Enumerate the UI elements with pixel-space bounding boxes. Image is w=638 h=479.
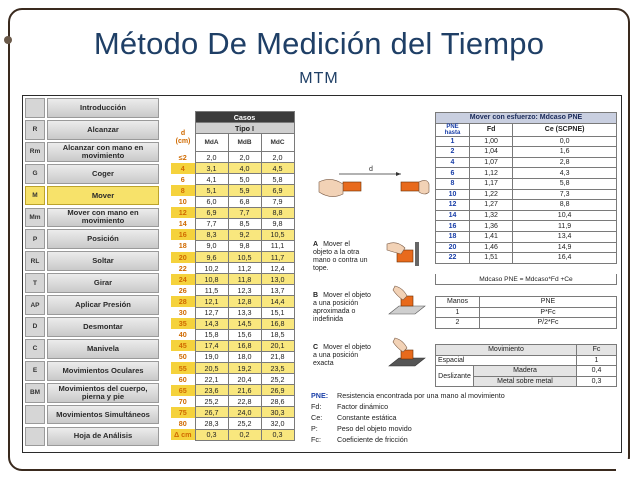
time-value-cell: 6,0 bbox=[195, 196, 228, 207]
ce-cell: 11,9 bbox=[513, 221, 617, 232]
ce-cell: 1,6 bbox=[513, 147, 617, 158]
table-row bbox=[436, 253, 617, 264]
sidebar-item-label: Coger bbox=[47, 164, 159, 184]
metal-label: Metal sobre metal bbox=[474, 376, 577, 387]
table-row bbox=[171, 307, 294, 318]
option-text: Mover el objeto a una posición exacta bbox=[313, 344, 371, 367]
sidebar-item-code bbox=[25, 405, 45, 425]
distance-cell: 24 bbox=[171, 274, 195, 285]
time-value-cell: 25,2 bbox=[195, 396, 228, 407]
time-value-cell: 28,6 bbox=[261, 396, 294, 407]
table-row bbox=[436, 147, 617, 158]
pne-cell: 4 bbox=[436, 157, 470, 168]
column-header-mdb: MdB bbox=[228, 134, 261, 152]
distance-cell: Δ cm bbox=[171, 429, 195, 440]
distance-cell: 26 bbox=[171, 285, 195, 296]
table-row bbox=[436, 168, 617, 179]
table-row bbox=[171, 362, 294, 373]
time-value-cell: 0,3 bbox=[195, 429, 228, 440]
table-row bbox=[171, 429, 294, 440]
block-start-icon bbox=[343, 182, 361, 191]
ce-cell: 14,9 bbox=[513, 242, 617, 253]
pne-cell: 2 bbox=[436, 147, 470, 158]
time-value-cell: 24,0 bbox=[228, 407, 261, 418]
ce-cell: 4,3 bbox=[513, 168, 617, 179]
column-header-mda: MdA bbox=[195, 134, 228, 152]
page-title: Método De Medición del Tiempo bbox=[93, 26, 545, 61]
legend-item bbox=[311, 401, 621, 412]
distance-cell: 80 bbox=[171, 418, 195, 429]
time-value-cell: 7,9 bbox=[261, 196, 294, 207]
time-value-cell: 16,8 bbox=[228, 340, 261, 351]
legend-item bbox=[311, 412, 621, 423]
sidebar-item-code: BM bbox=[25, 383, 45, 403]
time-value-cell: 18,0 bbox=[228, 351, 261, 362]
option-b bbox=[313, 292, 371, 324]
legend-text: Constante estática bbox=[337, 413, 397, 422]
time-value-cell: 17,4 bbox=[195, 340, 228, 351]
time-value-cell: 6,9 bbox=[195, 207, 228, 218]
time-value-cell: 26,9 bbox=[261, 385, 294, 396]
hands-p-cell: P*Fc bbox=[480, 307, 617, 318]
time-value-cell: 2,0 bbox=[195, 152, 228, 163]
legend-text: Coeficiente de fricción bbox=[337, 435, 408, 444]
time-value-cell: 32,0 bbox=[261, 418, 294, 429]
sidebar-item-label: Movimientos del cuerpo, pierna y pie bbox=[47, 383, 159, 403]
sidebar-item-label: Movimientos Oculares bbox=[47, 361, 159, 381]
table-row bbox=[171, 240, 294, 251]
slide-corner bbox=[616, 459, 632, 473]
option-a-illustration bbox=[385, 236, 431, 272]
legend-text: Peso del objeto movido bbox=[337, 424, 412, 433]
distance-label: d bbox=[180, 130, 186, 137]
distance-cell: 22 bbox=[171, 263, 195, 274]
sidebar-item-label: Manivela bbox=[47, 339, 159, 359]
distance-cell: 4 bbox=[171, 163, 195, 174]
pne-cell: 6 bbox=[436, 168, 470, 179]
pne-cell: 20 bbox=[436, 242, 470, 253]
hands-p-cell: P/2*Fc bbox=[480, 318, 617, 329]
table-row bbox=[436, 231, 617, 242]
time-value-cell: 12,7 bbox=[195, 307, 228, 318]
fd-cell: 1,07 bbox=[470, 157, 513, 168]
madera-fc: 0,4 bbox=[577, 366, 617, 377]
time-value-cell: 8,8 bbox=[261, 207, 294, 218]
fd-cell: 1,17 bbox=[470, 178, 513, 189]
sidebar-item-code: E bbox=[25, 361, 45, 381]
table-row bbox=[171, 263, 294, 274]
sidebar-item-code: C bbox=[25, 339, 45, 359]
time-value-cell: 9,2 bbox=[228, 229, 261, 240]
effort-table-title: Mover con esfuerzo: Mdcaso PNE bbox=[436, 113, 617, 124]
ce-cell: 2,8 bbox=[513, 157, 617, 168]
time-value-cell: 4,5 bbox=[261, 163, 294, 174]
fd-header: Fd bbox=[470, 123, 513, 136]
pne-cell: 10 bbox=[436, 189, 470, 200]
table-row bbox=[436, 178, 617, 189]
friction-table bbox=[435, 344, 617, 387]
sidebar-item-2[interactable] bbox=[25, 142, 159, 162]
legend-key: Ce: bbox=[311, 413, 323, 422]
sidebar-item-code: R bbox=[25, 120, 45, 140]
distance-unit: (cm) bbox=[175, 138, 191, 145]
time-value-cell: 21,6 bbox=[228, 385, 261, 396]
ce-cell: 0,0 bbox=[513, 136, 617, 147]
time-value-cell: 11,1 bbox=[261, 240, 294, 251]
time-value-cell: 8,3 bbox=[195, 229, 228, 240]
mtm-move-panel bbox=[22, 95, 622, 453]
sidebar-item-5[interactable] bbox=[25, 208, 159, 228]
sidebar-item-7[interactable] bbox=[25, 251, 159, 271]
fd-cell: 1,32 bbox=[470, 210, 513, 221]
column-header-mdc: MdC bbox=[261, 134, 294, 152]
hands-m-cell: 2 bbox=[436, 318, 480, 329]
option-letter: C bbox=[313, 344, 319, 351]
time-value-cell: 18,5 bbox=[261, 329, 294, 340]
option-b-illustration bbox=[385, 284, 431, 324]
sidebar-item-3[interactable] bbox=[25, 164, 159, 184]
legend-key: PNE: bbox=[311, 391, 329, 400]
sidebar-item-label: Mover con mano en movimiento bbox=[47, 208, 159, 228]
time-value-cell: 6,9 bbox=[261, 185, 294, 196]
table-row bbox=[171, 329, 294, 340]
pne-cell: 22 bbox=[436, 253, 470, 264]
time-value-cell: 16,8 bbox=[261, 318, 294, 329]
table-row bbox=[436, 307, 617, 318]
legend-key: Fd: bbox=[311, 402, 322, 411]
fd-cell: 1,04 bbox=[470, 147, 513, 158]
ce-cell: 13,4 bbox=[513, 231, 617, 242]
time-value-cell: 12,1 bbox=[195, 296, 228, 307]
fd-cell: 1,00 bbox=[470, 136, 513, 147]
sidebar-item-code bbox=[25, 98, 45, 118]
time-value-cell: 5,0 bbox=[228, 174, 261, 185]
time-value-cell: 23,5 bbox=[261, 362, 294, 373]
table-row bbox=[171, 163, 294, 174]
pne-cell: 12 bbox=[436, 200, 470, 211]
sidebar-item-label: Soltar bbox=[47, 251, 159, 271]
table-row bbox=[171, 218, 294, 229]
time-value-cell: 7,7 bbox=[228, 207, 261, 218]
table-row bbox=[436, 210, 617, 221]
time-value-cell: 28,3 bbox=[195, 418, 228, 429]
table-row bbox=[436, 242, 617, 253]
cases-header: Casos bbox=[195, 112, 294, 123]
table-row bbox=[436, 318, 617, 329]
time-value-cell: 4,1 bbox=[195, 174, 228, 185]
legend bbox=[311, 390, 621, 445]
fd-cell: 1,27 bbox=[470, 200, 513, 211]
time-value-cell: 2,0 bbox=[261, 152, 294, 163]
ce-cell: 10,4 bbox=[513, 210, 617, 221]
table-row bbox=[171, 152, 294, 163]
time-value-cell: 20,5 bbox=[195, 362, 228, 373]
time-value-cell: 30,3 bbox=[261, 407, 294, 418]
legend-item bbox=[311, 390, 621, 401]
time-value-cell: 9,8 bbox=[228, 240, 261, 251]
distance-cell: 35 bbox=[171, 318, 195, 329]
time-value-cell: 12,4 bbox=[261, 263, 294, 274]
time-value-cell: 19,2 bbox=[228, 362, 261, 373]
pne-cell: 1 bbox=[436, 136, 470, 147]
sidebar-item-code: RL bbox=[25, 251, 45, 271]
time-value-cell: 14,3 bbox=[195, 318, 228, 329]
fd-cell: 1,46 bbox=[470, 242, 513, 253]
table-row bbox=[171, 296, 294, 307]
table-row bbox=[436, 157, 617, 168]
sidebar-item-label: Introducción bbox=[47, 98, 159, 118]
time-value-cell: 22,1 bbox=[195, 374, 228, 385]
sidebar-item-code: Mm bbox=[25, 208, 45, 228]
fd-cell: 1,22 bbox=[470, 189, 513, 200]
ce-cell: 8,8 bbox=[513, 200, 617, 211]
table-row bbox=[171, 285, 294, 296]
legend-key: Fc: bbox=[311, 435, 321, 444]
time-value-cell: 11,5 bbox=[195, 285, 228, 296]
table-row bbox=[171, 340, 294, 351]
sidebar-item-label: Girar bbox=[47, 273, 159, 293]
table-row bbox=[171, 407, 294, 418]
distance-d-label: d bbox=[369, 166, 373, 173]
table-row bbox=[171, 351, 294, 362]
time-value-cell: 21,8 bbox=[261, 351, 294, 362]
distance-cell: 28 bbox=[171, 296, 195, 307]
sidebar-item-9[interactable] bbox=[25, 295, 159, 315]
type-header: Tipo I bbox=[195, 123, 294, 134]
distance-cell: 70 bbox=[171, 396, 195, 407]
time-value-cell: 15,1 bbox=[261, 307, 294, 318]
time-value-cell: 11,2 bbox=[228, 263, 261, 274]
table-row bbox=[171, 385, 294, 396]
sidebar-item-code: G bbox=[25, 164, 45, 184]
time-value-cell: 25,2 bbox=[228, 418, 261, 429]
sidebar-item-code: P bbox=[25, 229, 45, 249]
madera-label: Madera bbox=[474, 366, 577, 377]
move-time-table bbox=[171, 111, 295, 441]
time-value-cell: 26,7 bbox=[195, 407, 228, 418]
sidebar-item-1[interactable] bbox=[25, 120, 159, 140]
time-value-cell: 4,0 bbox=[228, 163, 261, 174]
block-end-icon bbox=[401, 182, 419, 191]
sidebar-menu bbox=[25, 98, 159, 450]
sidebar-item-14[interactable] bbox=[25, 405, 159, 425]
time-value-cell: 12,8 bbox=[228, 296, 261, 307]
hands-header: Manos bbox=[436, 297, 480, 308]
table-row bbox=[171, 418, 294, 429]
distance-cell: 10 bbox=[171, 196, 195, 207]
table-row bbox=[171, 274, 294, 285]
distance-cell: 12 bbox=[171, 207, 195, 218]
option-letter: B bbox=[313, 292, 319, 299]
distance-cell: 16 bbox=[171, 229, 195, 240]
table-row bbox=[171, 196, 294, 207]
table-row bbox=[436, 136, 617, 147]
option-text: Mover el objeto a la otra mano o contra un tope. bbox=[313, 241, 368, 272]
option-c bbox=[313, 344, 371, 368]
table-row bbox=[171, 396, 294, 407]
distance-cell: ≤2 bbox=[171, 152, 195, 163]
page-subtitle: MTM bbox=[299, 70, 339, 87]
distance-cell: 55 bbox=[171, 362, 195, 373]
effort-formula: Mdcaso PNE = Mdcaso*Fd +Ce bbox=[435, 274, 617, 285]
sidebar-item-4[interactable] bbox=[25, 186, 159, 206]
time-value-cell: 0,2 bbox=[228, 429, 261, 440]
time-value-cell: 11,8 bbox=[228, 274, 261, 285]
option-letter: A bbox=[313, 241, 319, 248]
time-value-cell: 14,4 bbox=[261, 296, 294, 307]
time-value-cell: 15,8 bbox=[195, 329, 228, 340]
sidebar-item-11[interactable] bbox=[25, 339, 159, 359]
sidebar-item-code: Rm bbox=[25, 142, 45, 162]
sidebar-item-code: D bbox=[25, 317, 45, 337]
time-value-cell: 20,1 bbox=[261, 340, 294, 351]
sidebar-item-6[interactable] bbox=[25, 229, 159, 249]
time-value-cell: 19,0 bbox=[195, 351, 228, 362]
sidebar-item-code: M bbox=[25, 186, 45, 206]
time-value-cell: 22,8 bbox=[228, 396, 261, 407]
sidebar-item-12[interactable] bbox=[25, 361, 159, 381]
time-value-cell: 13,3 bbox=[228, 307, 261, 318]
time-value-cell: 13,0 bbox=[261, 274, 294, 285]
time-value-cell: 6,8 bbox=[228, 196, 261, 207]
pne-cell: 8 bbox=[436, 178, 470, 189]
time-value-cell: 14,5 bbox=[228, 318, 261, 329]
table-row bbox=[171, 318, 294, 329]
hands-table bbox=[435, 296, 617, 329]
distance-cell: 60 bbox=[171, 374, 195, 385]
time-value-cell: 23,6 bbox=[195, 385, 228, 396]
time-value-cell: 0,3 bbox=[261, 429, 294, 440]
sidebar-item-label: Posición bbox=[47, 229, 159, 249]
fc-header: Fc bbox=[577, 345, 617, 356]
sidebar-item-code: T bbox=[25, 273, 45, 293]
option-c-illustration bbox=[385, 336, 431, 376]
espacial-label: Espacial bbox=[436, 355, 577, 366]
ce-cell: 16,4 bbox=[513, 253, 617, 264]
fd-cell: 1,51 bbox=[470, 253, 513, 264]
ce-cell: 5,8 bbox=[513, 178, 617, 189]
sidebar-item-label: Desmontar bbox=[47, 317, 159, 337]
table-row bbox=[436, 221, 617, 232]
distance-cell: 40 bbox=[171, 329, 195, 340]
espacial-fc: 1 bbox=[577, 355, 617, 366]
metal-fc: 0,3 bbox=[577, 376, 617, 387]
table-row bbox=[436, 200, 617, 211]
distance-cell: 30 bbox=[171, 307, 195, 318]
time-value-cell: 9,6 bbox=[195, 252, 228, 263]
time-value-cell: 9,0 bbox=[195, 240, 228, 251]
hands-m-cell: 1 bbox=[436, 307, 480, 318]
time-value-cell: 5,8 bbox=[261, 174, 294, 185]
table-row bbox=[171, 207, 294, 218]
sidebar-item-code: AP bbox=[25, 295, 45, 315]
sidebar-item-label: Alcanzar con mano en movimiento bbox=[47, 142, 159, 162]
time-value-cell: 5,1 bbox=[195, 185, 228, 196]
time-value-cell: 10,8 bbox=[195, 274, 228, 285]
time-value-cell: 10,2 bbox=[195, 263, 228, 274]
movement-header: Movimiento bbox=[436, 345, 577, 356]
pne-hasta-header: PNE hasta bbox=[436, 123, 470, 136]
table-row bbox=[171, 174, 294, 185]
hands-pne-header: PNE bbox=[480, 297, 617, 308]
time-value-cell: 10,5 bbox=[261, 229, 294, 240]
sidebar-item-code bbox=[25, 427, 45, 447]
sidebar-item-13[interactable] bbox=[25, 383, 159, 403]
sidebar-item-label: Hoja de Análisis bbox=[47, 427, 159, 447]
time-value-cell: 5,9 bbox=[228, 185, 261, 196]
effort-factor-table bbox=[435, 112, 617, 264]
time-value-cell: 12,3 bbox=[228, 285, 261, 296]
option-a bbox=[313, 241, 369, 273]
sidebar-item-15[interactable] bbox=[25, 427, 159, 447]
table-row bbox=[171, 374, 294, 385]
distance-cell: 6 bbox=[171, 174, 195, 185]
time-value-cell: 9,8 bbox=[261, 218, 294, 229]
sidebar-item-8[interactable] bbox=[25, 273, 159, 293]
time-value-cell: 25,2 bbox=[261, 374, 294, 385]
sidebar-item-label: Alcanzar bbox=[47, 120, 159, 140]
ce-cell: 7,3 bbox=[513, 189, 617, 200]
ce-header: Ce (SCPNE) bbox=[513, 123, 617, 136]
fd-cell: 1,41 bbox=[470, 231, 513, 242]
distance-cell: 45 bbox=[171, 340, 195, 351]
sidebar-item-label: Mover bbox=[47, 186, 159, 206]
sidebar-item-label: Aplicar Presión bbox=[47, 295, 159, 315]
sidebar-item-label: Movimientos Simultáneos bbox=[47, 405, 159, 425]
move-distance-illustration bbox=[309, 162, 431, 206]
table-row bbox=[171, 229, 294, 240]
legend-text: Resistencia encontrada por una mano al movimiento bbox=[337, 391, 505, 400]
pne-cell: 18 bbox=[436, 231, 470, 242]
sidebar-item-0[interactable] bbox=[25, 98, 159, 118]
pne-cell: 16 bbox=[436, 221, 470, 232]
time-value-cell: 8,5 bbox=[228, 218, 261, 229]
time-value-cell: 2,0 bbox=[228, 152, 261, 163]
distance-cell: 50 bbox=[171, 351, 195, 362]
time-value-cell: 3,1 bbox=[195, 163, 228, 174]
fd-cell: 1,36 bbox=[470, 221, 513, 232]
distance-cell: 75 bbox=[171, 407, 195, 418]
distance-cell: 20 bbox=[171, 252, 195, 263]
pne-cell: 14 bbox=[436, 210, 470, 221]
option-text: Mover el objeto a una posición aproximada o indefinida bbox=[313, 292, 371, 323]
time-value-cell: 11,7 bbox=[261, 252, 294, 263]
time-value-cell: 20,4 bbox=[228, 374, 261, 385]
legend-item bbox=[311, 434, 621, 445]
legend-item bbox=[311, 423, 621, 434]
legend-key: P: bbox=[311, 424, 318, 433]
deslizante-label: Deslizante bbox=[436, 366, 474, 387]
table-row bbox=[436, 189, 617, 200]
distance-cell: 65 bbox=[171, 385, 195, 396]
distance-cell: 8 bbox=[171, 185, 195, 196]
distance-cell: 14 bbox=[171, 218, 195, 229]
legend-text: Factor dinámico bbox=[337, 402, 389, 411]
time-value-cell: 15,6 bbox=[228, 329, 261, 340]
sidebar-item-10[interactable] bbox=[25, 317, 159, 337]
time-value-cell: 10,5 bbox=[228, 252, 261, 263]
fd-cell: 1,12 bbox=[470, 168, 513, 179]
hand-icon bbox=[319, 179, 343, 196]
time-value-cell: 7,7 bbox=[195, 218, 228, 229]
time-value-cell: 13,7 bbox=[261, 285, 294, 296]
distance-cell: 18 bbox=[171, 240, 195, 251]
table-row bbox=[171, 185, 294, 196]
table-row bbox=[171, 252, 294, 263]
